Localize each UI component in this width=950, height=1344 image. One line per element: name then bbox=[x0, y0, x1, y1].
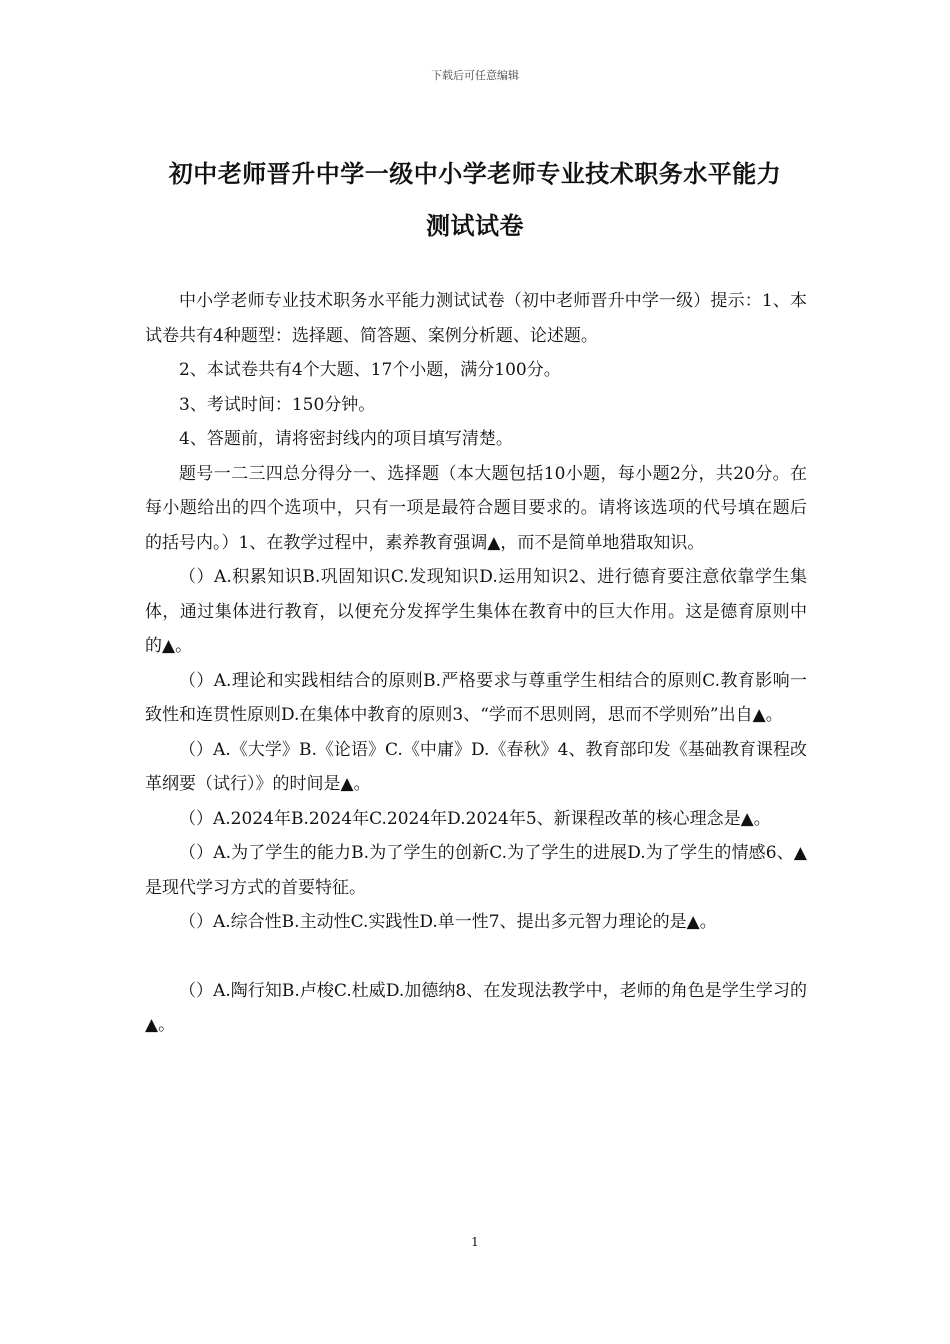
paragraph: 中小学老师专业技术职务水平能力测试试卷（初中老师晋升中学一级）提示：1、本试卷共有4种题型：选择题、简答题、案例分析题、论述题。 bbox=[145, 291, 807, 346]
paragraph: 2、本试卷共有4个大题、17个小题，满分100分。 bbox=[179, 360, 561, 380]
header-note: 下载后可任意编辑 bbox=[431, 69, 519, 82]
paragraph: 4、答题前，请将密封线内的项目填写清楚。 bbox=[179, 429, 513, 449]
document-title-line-1: 初中老师晋升中学一级中小学老师专业技术职务水平能力 bbox=[168, 160, 782, 188]
paragraph: （）A.陶行知B.卢梭C.杜威D.加德纳8、在发现法教学中，老师的角色是学生学习的▲。 bbox=[145, 980, 807, 1035]
paragraph: （）A.理论和实践相结合的原则B.严格要求与尊重学生相结合的原则C.教育影响一致性和连贯性原则D.在集体中教育的原则3、“学而不思则罔，思而不学则殆”出自▲。 bbox=[145, 670, 807, 725]
document-title-line-2: 测试试卷 bbox=[426, 212, 524, 240]
paragraph: 3、考试时间：150分钟。 bbox=[179, 394, 376, 415]
paragraph: （）A.为了学生的能力B.为了学生的创新C.为了学生的进展D.为了学生的情感6、▲是现代学习方式的首要特征。 bbox=[145, 843, 807, 898]
paragraph: （）A.综合性B.主动性C.实践性D.单一性7、提出多元智力理论的是▲。 bbox=[179, 912, 717, 932]
paragraph: （）A.《大学》B.《论语》C.《中庸》D.《春秋》4、教育部印发《基础教育课程改革纲要（试行）》的时间是▲。 bbox=[145, 739, 807, 794]
document-body bbox=[145, 284, 807, 1043]
page-number: 1 bbox=[471, 1235, 479, 1249]
paragraph: （）A.2024年B.2024年C.2024年D.2024年5、新课程改革的核心理念是▲。 bbox=[179, 808, 771, 829]
paragraph: （）A.积累知识B.巩固知识C.发现知识D.运用知识2、进行德育要注意依靠学生集体，通过集体进行教育，以便充分发挥学生集体在教育中的巨大作用。这是德育原则中的▲。 bbox=[145, 567, 807, 656]
paragraph: 题号一二三四总分得分一、选择题（本大题包括10小题，每小题2分，共20分。在每小题给出的四个选项中，只有一项是最符合题目要求的。请将该选项的代号填在题后的括号内。）1、在教学过程中，素养教育强调▲，而不是简单地猎取知识。 bbox=[145, 463, 807, 553]
